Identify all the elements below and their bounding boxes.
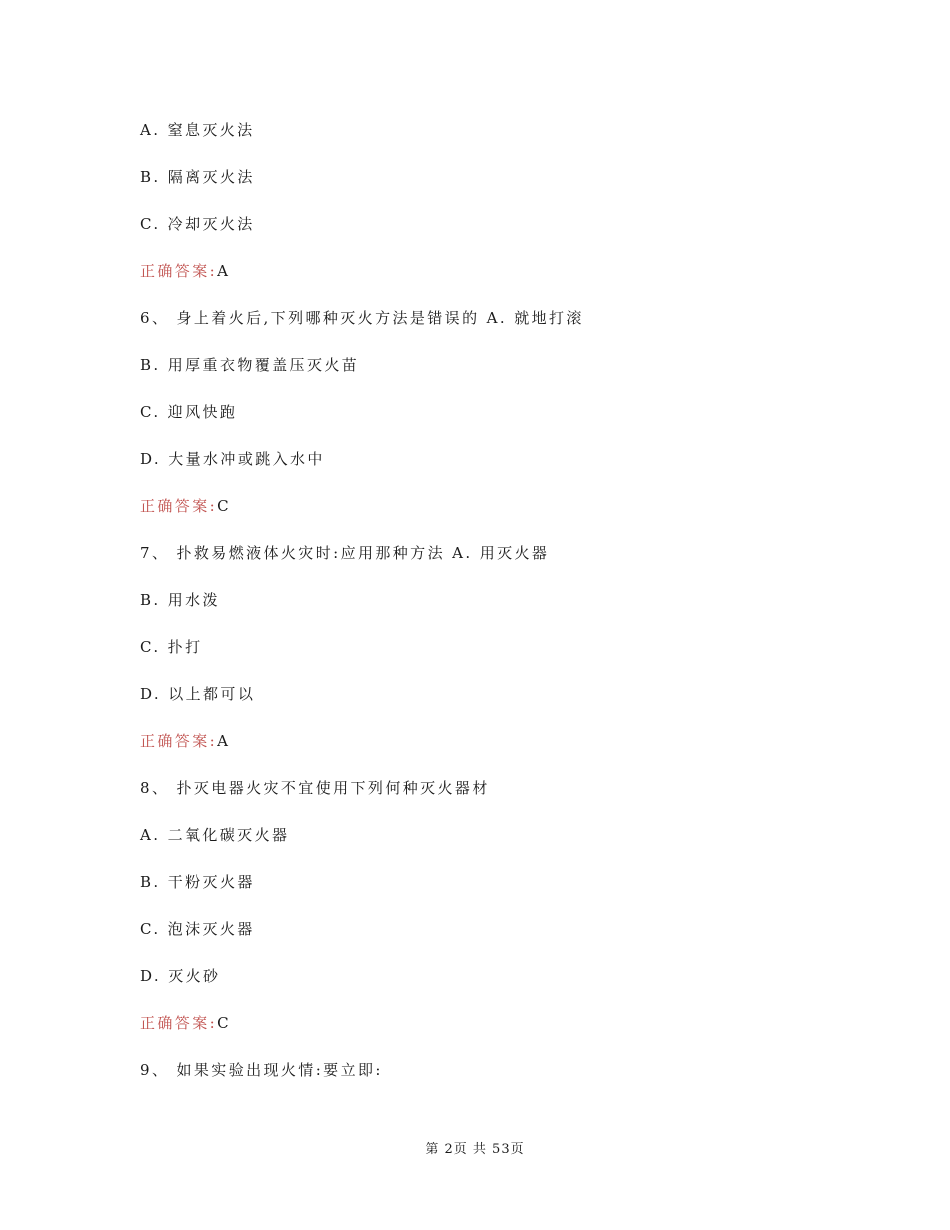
option-text: A. 窒息灭火法 [140, 121, 255, 139]
option-text: B. 用厚重衣物覆盖压灭火苗 [140, 356, 360, 374]
option-line [140, 825, 289, 845]
question-line [140, 1060, 383, 1080]
option-text: C. 迎风快跑 [140, 403, 238, 421]
option-line [140, 590, 220, 610]
option-line [140, 214, 255, 234]
option-line [140, 966, 220, 986]
option-text: D. 大量水冲或跳入水中 [140, 450, 325, 468]
answer-value: C [217, 497, 231, 515]
question-text: 8、 扑灭电器火灾不宜使用下列何种灭火器材 [140, 779, 490, 797]
answer-label: 正确答案: [140, 1014, 218, 1032]
option-text: B. 隔离灭火法 [140, 168, 255, 186]
answer-line [140, 731, 230, 751]
answer-value: A [217, 732, 231, 750]
option-line [140, 449, 325, 469]
option-line [140, 919, 255, 939]
option-line [140, 637, 202, 657]
page-number-text: 第 2页 共 53页 [425, 1142, 525, 1157]
answer-value: A [217, 262, 231, 280]
option-line [140, 402, 237, 422]
option-line [140, 684, 255, 704]
answer-line [140, 496, 231, 516]
option-text: B. 干粉灭火器 [140, 873, 255, 891]
question-line [140, 778, 490, 798]
question-text: 7、 扑救易燃液体火灾时:应用那种方法 A. 用灭火器 [140, 544, 550, 562]
option-text: D. 以上都可以 [140, 685, 256, 703]
answer-value: C [217, 1014, 231, 1032]
option-line [140, 872, 255, 892]
question-line [140, 308, 584, 328]
answer-label: 正确答案: [140, 497, 218, 515]
question-text: 6、 身上着火后,下列哪种灭火方法是错误的 A. 就地打滚 [140, 309, 584, 327]
option-line [140, 355, 359, 375]
option-text: C. 冷却灭火法 [140, 215, 255, 233]
option-text: C. 扑打 [140, 638, 203, 656]
option-text: D. 灭火砂 [140, 967, 221, 985]
answer-line [140, 1013, 231, 1033]
option-text: B. 用水泼 [140, 591, 220, 609]
option-text: C. 泡沫灭火器 [140, 920, 255, 938]
answer-label: 正确答案: [140, 732, 218, 750]
question-text: 9、 如果实验出现火情:要立即: [140, 1061, 383, 1079]
option-line [140, 120, 255, 140]
page-footer [0, 1138, 950, 1157]
option-line [140, 167, 255, 187]
answer-label: 正确答案: [140, 262, 218, 280]
question-line [140, 543, 549, 563]
option-text: A. 二氧化碳灭火器 [140, 826, 290, 844]
answer-line [140, 261, 230, 281]
